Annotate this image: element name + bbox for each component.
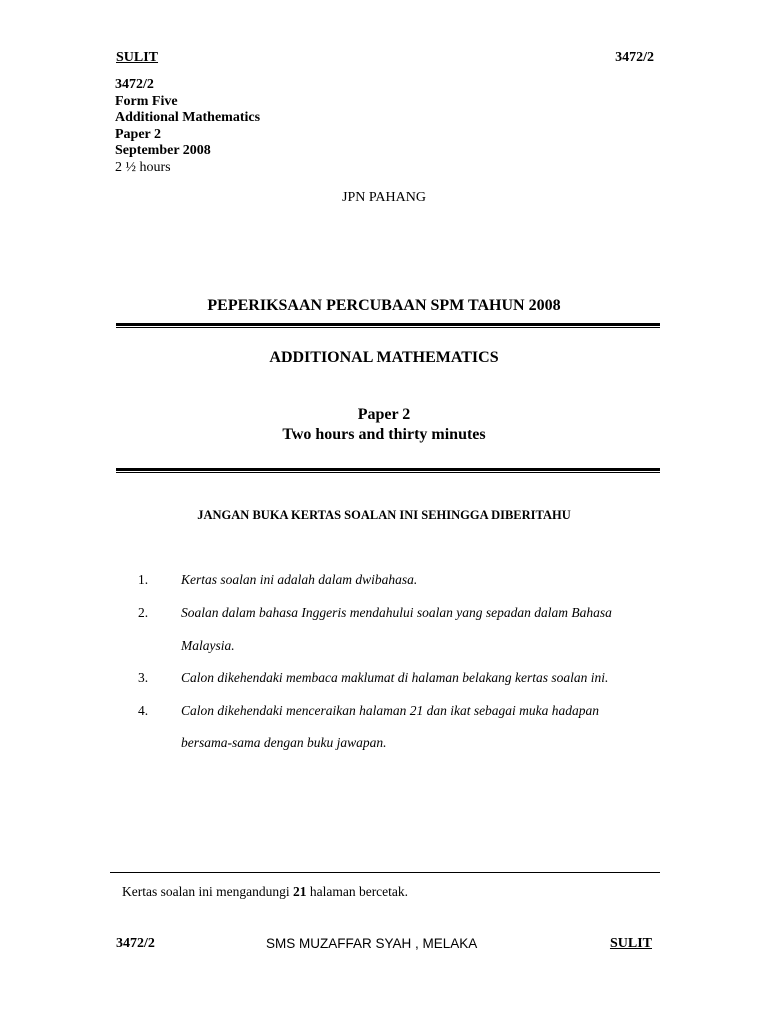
footer-sulit-label: SULIT <box>609 936 652 951</box>
page-count-suffix: halaman bercetak. <box>306 884 409 899</box>
do-not-open-warning: JANGAN BUKA KERTAS SOALAN INI SEHINGGA DIBERITAHU <box>197 508 571 522</box>
meta-form: Form Five <box>115 93 178 109</box>
meta-duration: 2 ½ hours <box>115 159 171 175</box>
instruction-text-continued: bersama-sama dengan buku jawapan. <box>181 735 387 750</box>
header-sulit-label: SULIT <box>116 50 159 65</box>
instruction-text: Soalan dalam bahasa Inggeris mendahului soalan yang sepadan dalam Bahasa <box>181 605 612 620</box>
double-rule-top <box>116 323 660 328</box>
instruction-text: Kertas soalan ini adalah dalam dwibahasa. <box>181 572 418 587</box>
footer-divider <box>110 872 660 873</box>
instruction-number: 3. <box>138 670 149 685</box>
instruction-text: Calon dikehendaki membaca maklumat di halaman belakang kertas soalan ini. <box>181 670 609 685</box>
meta-paper: Paper 2 <box>115 126 162 142</box>
meta-date: September 2008 <box>115 143 211 158</box>
footer-school-name: SMS MUZAFFAR SYAH , MELAKA <box>266 936 478 951</box>
page-count-note <box>122 884 408 900</box>
instruction-text-continued: Malaysia. <box>181 638 235 653</box>
subject-title: ADDITIONAL MATHEMATICS <box>269 349 499 366</box>
meta-code: 3472/2 <box>115 77 154 92</box>
paper-title: Paper 2 <box>357 406 411 423</box>
issuer-label: JPN PAHANG <box>342 190 426 205</box>
instruction-text: Calon dikehendaki menceraikan halaman 21 dan ikat sebagai muka hadapan <box>181 703 600 718</box>
page-count-number: 21 <box>292 884 307 899</box>
footer-paper-code: 3472/2 <box>116 936 155 951</box>
paper-meta-block <box>115 77 260 176</box>
instruction-number: 2. <box>138 605 149 620</box>
header-paper-code: 3472/2 <box>615 50 654 65</box>
instruction-number: 4. <box>138 703 149 718</box>
double-rule-bottom <box>116 468 660 473</box>
paper-duration: Two hours and thirty minutes <box>282 426 486 443</box>
page-count-prefix: Kertas soalan ini mengandungi <box>122 884 293 899</box>
instruction-number: 1. <box>138 572 149 587</box>
exam-title: PEPERIKSAAN PERCUBAAN SPM TAHUN 2008 <box>207 297 561 314</box>
meta-subject: Additional Mathematics <box>115 110 261 125</box>
